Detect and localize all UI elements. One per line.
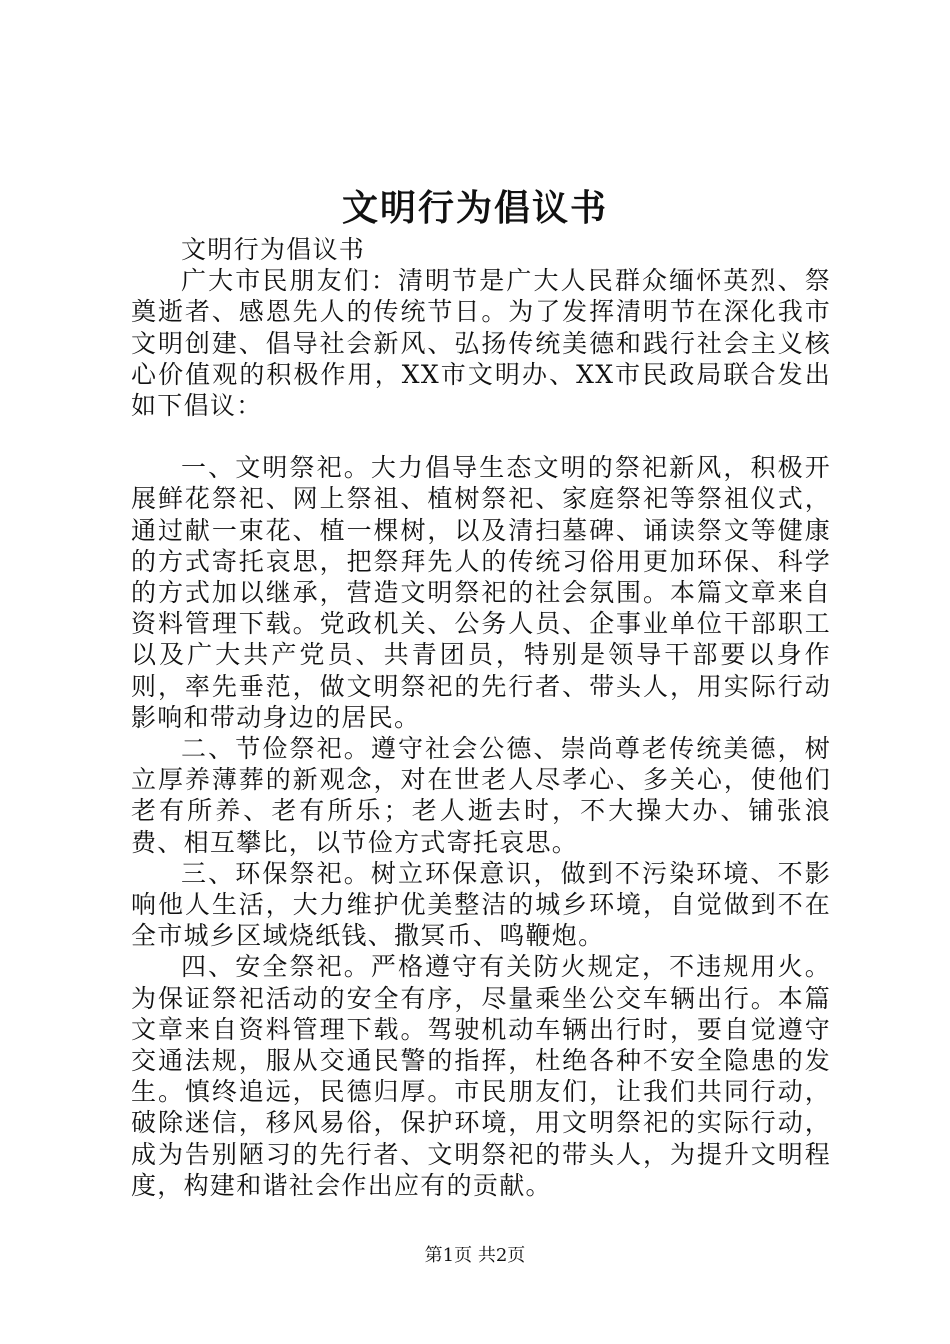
paragraph-subtitle: 文明行为倡议书: [181, 235, 366, 264]
paragraph-item-4: 四、安全祭祀。严格遵守有关防火规定，不违规用火。为保证祭祀活动的安全有序，尽量乘坐公交车辆出行。本篇文章来自资料管理下载。驾驶机动车辆出行时，要自觉遵守交通法规，服从交通民警的指挥，杜绝各种不安全隐患的发生。慎终追远，民德归厚。市民朋友们，让我们共同行动，破除迷信，移风易俗，保护环境，用文明祭祀的实际行动，成为告别陋习的先行者、文明祭祀的带头人，为提升文明程度，构建和谐社会作出应有的贡献。: [131, 952, 831, 1200]
page-footer: 第1页 共2页: [424, 1245, 526, 1266]
paragraph-greeting: 广大市民朋友们：清明节是广大人民群众缅怀英烈、祭奠逝者、感恩先人的传统节日。为了发挥清明节在深化我市文明创建、倡导社会新风、弘扬传统美德和践行社会主义核心价值观的积极作用，XX市文明办、XX市民政局联合发出如下倡议：: [131, 266, 831, 421]
document-title: 文明行为倡议书: [341, 187, 608, 229]
document-body: [131, 234, 831, 1201]
paragraph-item-3: 三、环保祭祀。树立环保意识，做到不污染环境、不影响他人生活，大力维护优美整洁的城乡环境，自觉做到不在全市城乡区域烧纸钱、撒冥币、鸣鞭炮。: [131, 858, 831, 951]
paragraph-item-1: 一、文明祭祀。大力倡导生态文明的祭祀新风，积极开展鲜花祭祀、网上祭祖、植树祭祀、家庭祭祀等祭祖仪式，通过献一束花、植一棵树，以及清扫墓碑、诵读祭文等健康的方式寄托哀思，把祭拜先人的传统习俗用更加环保、科学的方式加以继承，营造文明祭祀的社会氛围。本篇文章来自资料管理下载。党政机关、公务人员、企事业单位干部职工以及广大共产党员、共青团员，特别是领导干部要以身作则，率先垂范，做文明祭祀的先行者、带头人，用实际行动影响和带动身边的居民。: [131, 453, 831, 732]
paragraph-item-2: 二、节俭祭祀。遵守社会公德、崇尚尊老传统美德，树立厚养薄葬的新观念，对在世老人尽孝心、多关心，使他们老有所养、老有所乐；老人逝去时，不大操大办、铺张浪费、相互攀比，以节俭方式寄托哀思。: [131, 734, 831, 857]
